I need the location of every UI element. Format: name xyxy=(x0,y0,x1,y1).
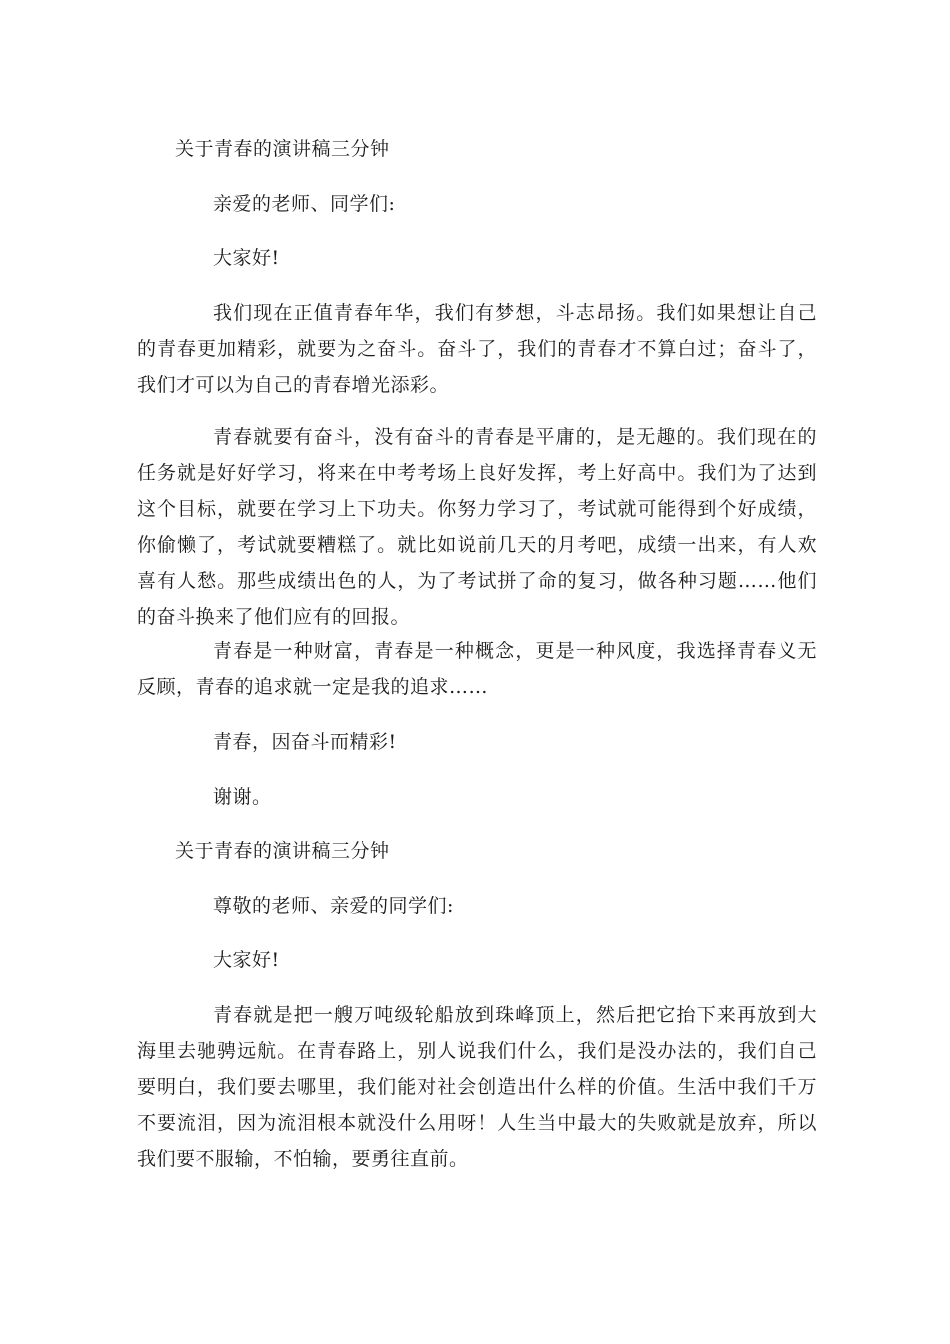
greeting: 尊敬的老师、亲爱的同学们: xyxy=(213,895,454,917)
hello-line: 大家好! xyxy=(213,247,280,269)
closing-line: 青春，因奋斗而精彩! xyxy=(213,731,397,753)
paragraph: 青春是一种财富，青春是一种概念，更是一种风度，我选择青春义无反顾，青春的追求就一定是我的追求…… xyxy=(137,640,817,698)
paragraph: 青春就要有奋斗，没有奋斗的青春是平庸的，是无趣的。我们现在的任务就是好好学习，将来在中考考场上良好发挥，考上好高中。我们为了达到这个目标，就要在学习上下功夫。你努力学习了，考试就可能得到个好成绩，你偷懒了，考试就要糟糕了。就比如说前几天的月考吧，成绩一出来，有人欢喜有人愁。那些成绩出色的人，为了考试拼了命的复习，做各种习题……他们的奋斗换来了他们应有的回报。 xyxy=(137,426,817,628)
greeting: 亲爱的老师、同学们: xyxy=(213,193,396,215)
hello-line: 大家好! xyxy=(213,949,280,971)
thanks-line: 谢谢。 xyxy=(213,786,272,808)
paragraph: 青春就是把一艘万吨级轮船放到珠峰顶上，然后把它抬下来再放到大海里去驰骋远航。在青春路上，别人说我们什么，我们是没办法的，我们自己要明白，我们要去哪里，我们能对社会创造出什么样的价值。生活中我们千万不要流泪，因为流泪根本就没什么用呀！人生当中最大的失败就是放弃，所以我们要不服输，不怕输，要勇往直前。 xyxy=(137,1004,817,1170)
speech-title: 关于青春的演讲稿三分钟 xyxy=(175,840,390,862)
paragraph: 我们现在正值青春年华，我们有梦想，斗志昂扬。我们如果想让自己的青春更加精彩，就要为之奋斗。奋斗了，我们的青春才不算白过；奋斗了，我们才可以为自己的青春增光添彩。 xyxy=(137,302,817,396)
speech-title: 关于青春的演讲稿三分钟 xyxy=(175,138,390,160)
